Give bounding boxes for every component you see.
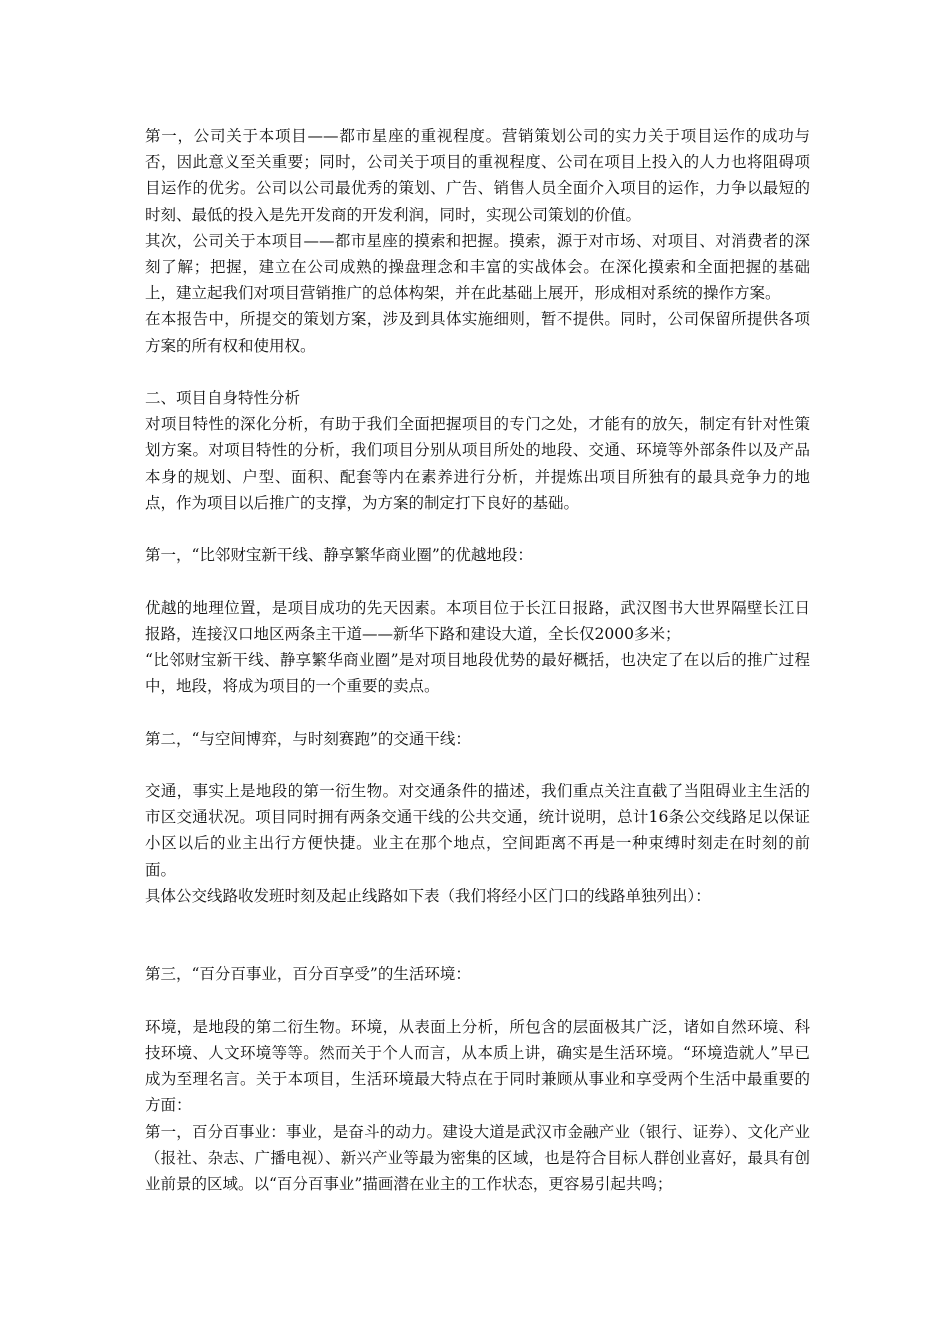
subheading-transport: 第二，“与空间博弈，与时刻赛跑”的交通干线： xyxy=(145,729,471,748)
document-body xyxy=(145,123,810,1197)
subheading-environment: 第三，“百分百事业，百分百享受”的生活环境： xyxy=(145,965,471,984)
paragraph-project-analysis: 对项目特性的深化分析，有助于我们全面把握项目的专门之处，才能有的放矢，制定有针对性策划方案。对项目特性的分析，我们项目分别从项目所处的地段、交通、环境等外部条件以及产品本身的规划、户型、面积、配套等内在素养进行分析，并提炼出项目所独有的最具竞争力的地点，作为项目以后推广的支撑，为方案的制定打下良好的基础。 xyxy=(145,415,810,512)
paragraph-location: 优越的地理位置，是项目成功的先天因素。本项目位于长江日报路，武汉图书大世界隔壁长江日报路，连接汉口地区两条主干道——新华下路和建设大道，全长仅2000多米； xyxy=(145,598,810,643)
spacer xyxy=(145,516,810,542)
paragraph-company-attention: 第一，公司关于本项目——都市星座的重视程度。营销策划公司的实力关于项目运作的成功与否，因此意义至关重要；同时，公司关于项目的重视程度、公司在项目上投入的人力也将阻碍项目运作的优劣。公司以公司最优秀的策划、广告、销售人员全面介入项目的运作，力争以最短的时刻、最低的投入是先开发商的开发利润，同时，实现公司策划的价值。 xyxy=(145,127,810,224)
spacer xyxy=(145,988,810,1014)
paragraph-career: 第一，百分百事业：事业，是奋斗的动力。建设大道是武汉市金融产业（银行、证券）、文化产业（报社、杂志、广播电视）、新兴产业等最为密集的区域，也是符合目标人群创业喜好，最具有创业前景的区域。以“百分百事业”描画潜在业主的工作状态，更容易引起共鸣； xyxy=(145,1122,810,1194)
spacer xyxy=(145,699,810,725)
paragraph-bus-table-intro: 具体公交线路收发班时刻及起止线路如下表（我们将经小区门口的线路单独列出）： xyxy=(145,886,711,905)
spacer xyxy=(145,359,810,385)
paragraph-environment: 环境，是地段的第二衍生物。环境，从表面上分析，所包含的层面极其广泛，诸如自然环境、科技环境、人文环境等等。然而关于个人而言，从本质上讲，确实是生活环境。“环境造就人”早已成为至理名言。关于本项目，生活环境最大特点在于同时兼顾从事业和享受两个生活中最重要的方面： xyxy=(145,1017,810,1115)
paragraph-location-summary: “比邻财宝新干线、静享繁华商业圈”是对项目地段优势的最好概括，也决定了在以后的推广过程中，地段，将成为项目的一个重要的卖点。 xyxy=(145,651,810,696)
spacer xyxy=(145,752,810,778)
spacer xyxy=(145,909,810,961)
paragraph-transport: 交通，事实上是地段的第一衍生物。对交通条件的描述，我们重点关注直截了当阻碍业主生活的市区交通状况。项目同时拥有两条交通干线的公共交通，统计说明，总计16条公交线路足以保证小区以后的业主出行方便快捷。业主在那个地点，空间距离不再是一种束缚时刻走在时刻的前面。 xyxy=(145,782,810,879)
paragraph-company-exploration: 其次，公司关于本项目——都市星座的摸索和把握。摸索，源于对市场、对项目、对消费者的深刻了解；把握，建立在公司成熟的操盘理念和丰富的实战体会。在深化摸索和全面把握的基础上，建立起我们对项目营销推广的总体构架，并在此基础上展开，形成相对系统的操作方案。 xyxy=(145,231,810,303)
section-heading-project-analysis: 二、项目自身特性分析 xyxy=(145,389,301,408)
subheading-location: 第一，“比邻财宝新干线、静享繁华商业圈”的优越地段： xyxy=(145,546,533,565)
paragraph-report-note: 在本报告中，所提交的策划方案，涉及到具体实施细则，暂不提供。同时，公司保留所提供各项方案的所有权和使用权。 xyxy=(145,310,810,355)
spacer xyxy=(145,568,810,594)
